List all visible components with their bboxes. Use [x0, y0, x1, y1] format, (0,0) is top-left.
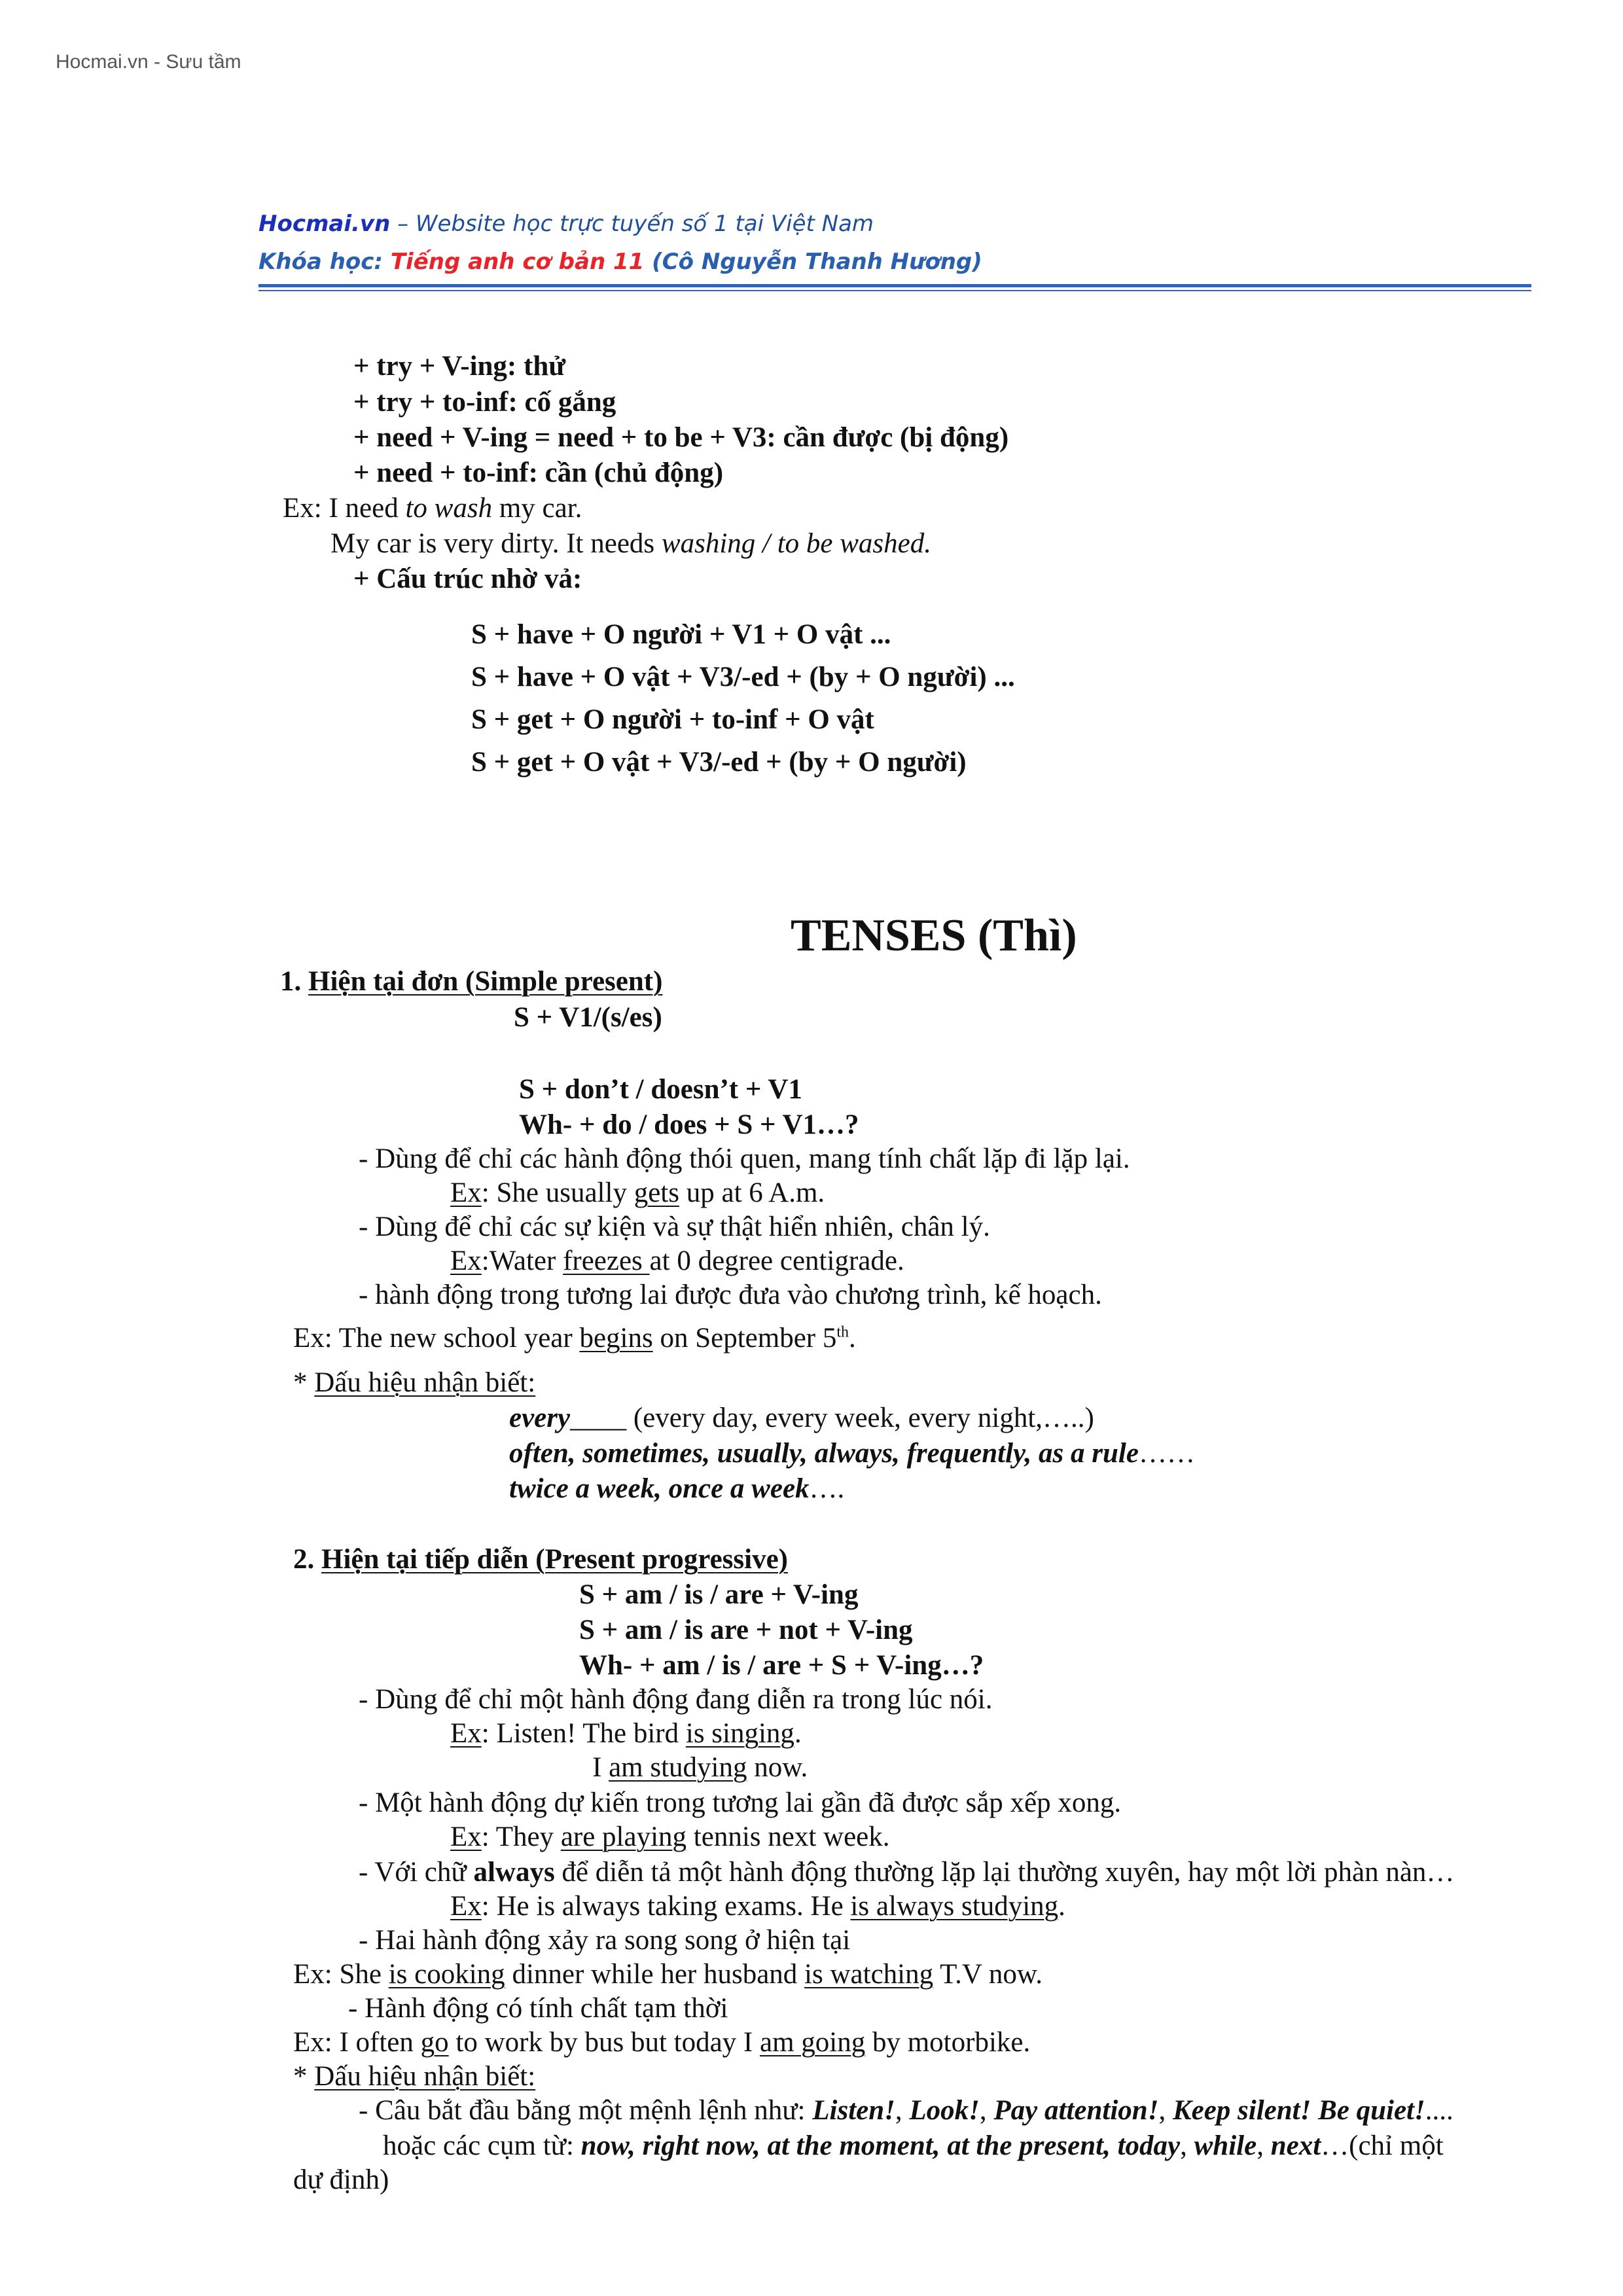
example-line: Ex:Water freezes at 0 degree centigrade. [450, 1246, 904, 1276]
watermark: Hocmai.vn - Sưu tầm [56, 51, 241, 73]
example-line: Ex: They are playing tennis next week. [450, 1821, 890, 1852]
verb-pattern: + try + to-inf: cố gắng [353, 387, 616, 418]
example-line: Ex: Listen! The bird is singing. [450, 1718, 802, 1749]
tagline: – Website học trực tuyến số 1 tại Việt Nam [390, 211, 874, 237]
signs-heading: * Dấu hiệu nhận biết: [293, 1367, 536, 1398]
signs-heading: * Dấu hiệu nhận biết: [293, 2061, 536, 2092]
course-label: Khóa học: [259, 249, 391, 275]
course-name: Tiếng anh cơ bản 11 [390, 249, 645, 275]
formula: S + V1/(s/es) [514, 1002, 662, 1033]
formula: S + am / is are + not + V-ing [579, 1615, 913, 1645]
example-line: Ex: He is always taking exams. He is always studying. [450, 1891, 1065, 1922]
example-line: Ex: She usually gets up at 6 A.m. [450, 1177, 825, 1208]
formula: Wh- + do / does + S + V1…? [519, 1109, 859, 1140]
section-heading-simple-present: 1. Hiện tại đơn (Simple present) [280, 966, 663, 997]
sign-line: hoặc các cụm từ: now, right now, at the moment, at the present, today, while, next…(chỉ một [383, 2130, 1444, 2161]
header-line-2 [259, 249, 982, 275]
usage-line: - Hai hành động xảy ra song song ở hiện tại [359, 1925, 851, 1956]
sign-line: dự định) [293, 2164, 389, 2195]
usage-line: - Một hành động dự kiến trong tương lai gần đã được sắp xếp xong. [359, 1787, 1122, 1818]
formula: Wh- + am / is / are + S + V-ing…? [579, 1650, 984, 1681]
usage-line: - Dùng để chỉ một hành động đang diễn ra trong lúc nói. [359, 1684, 993, 1715]
example-line: I am studying now. [592, 1752, 808, 1783]
example-need-2: My car is very dirty. It needs washing / to be washed. [330, 528, 931, 559]
sign-line: often, sometimes, usually, always, frequently, as a rule…… [509, 1438, 1195, 1469]
example-line: Ex: The new school year begins on September 5th. [293, 1323, 856, 1354]
brand-name[interactable]: Hocmai.vn [259, 211, 391, 237]
causative-formula: S + have + O người + V1 + O vật ... [471, 619, 891, 650]
sign-line: every____ (every day, every week, every night,…..) [509, 1403, 1094, 1433]
usage-line: - Dùng để chỉ các hành động thói quen, mang tính chất lặp đi lặp lại. [359, 1143, 1130, 1174]
section-heading-present-progressive: 2. Hiện tại tiếp diễn (Present progressive) [293, 1544, 789, 1575]
header-line-1 [259, 211, 874, 237]
formula: S + am / is / are + V-ing [579, 1579, 859, 1610]
usage-line: - hành động trong tương lai được đưa vào chương trình, kế hoạch. [359, 1280, 1102, 1310]
usage-line: - Hành động có tính chất tạm thời [348, 1993, 728, 2024]
usage-line: - Dùng để chỉ các sự kiện và sự thật hiển nhiên, chân lý. [359, 1211, 990, 1242]
usage-line: - Với chữ always để diễn tả một hành động thường lặp lại thường xuyên, hay một lời phàn nàn… [359, 1857, 1455, 1888]
causative-heading: + Cấu trúc nhờ vả: [353, 564, 582, 594]
example-line: Ex: She is cooking dinner while her husband is watching T.V now. [293, 1959, 1043, 1990]
causative-formula: S + have + O vật + V3/-ed + (by + O người) ... [471, 662, 1015, 692]
verb-pattern: + need + V-ing = need + to be + V3: cần được (bị động) [353, 422, 1009, 453]
sign-line: twice a week, once a week…. [509, 1473, 845, 1504]
causative-formula: S + get + O người + to-inf + O vật [471, 704, 874, 735]
example-line: Ex: I often go to work by bus but today I am going by motorbike. [293, 2027, 1031, 2058]
header-rule-thin [259, 290, 1531, 291]
page-title: TENSES (Thì) [791, 910, 1077, 961]
header-rule-thick [259, 284, 1531, 287]
formula: S + don’t / doesn’t + V1 [519, 1074, 802, 1105]
teacher-name: (Cô Nguyễn Thanh Hương) [644, 249, 982, 275]
verb-pattern: + try + V-ing: thử [353, 351, 566, 382]
sign-line: - Câu bắt đầu bằng một mệnh lệnh như: Listen!, Look!, Pay attention!, Keep silent! Be quiet!.... [359, 2095, 1454, 2126]
example-need-1: Ex: I need to wash my car. [283, 493, 582, 524]
causative-formula: S + get + O vật + V3/-ed + (by + O người) [471, 747, 967, 778]
verb-pattern: + need + to-inf: cần (chủ động) [353, 457, 724, 488]
